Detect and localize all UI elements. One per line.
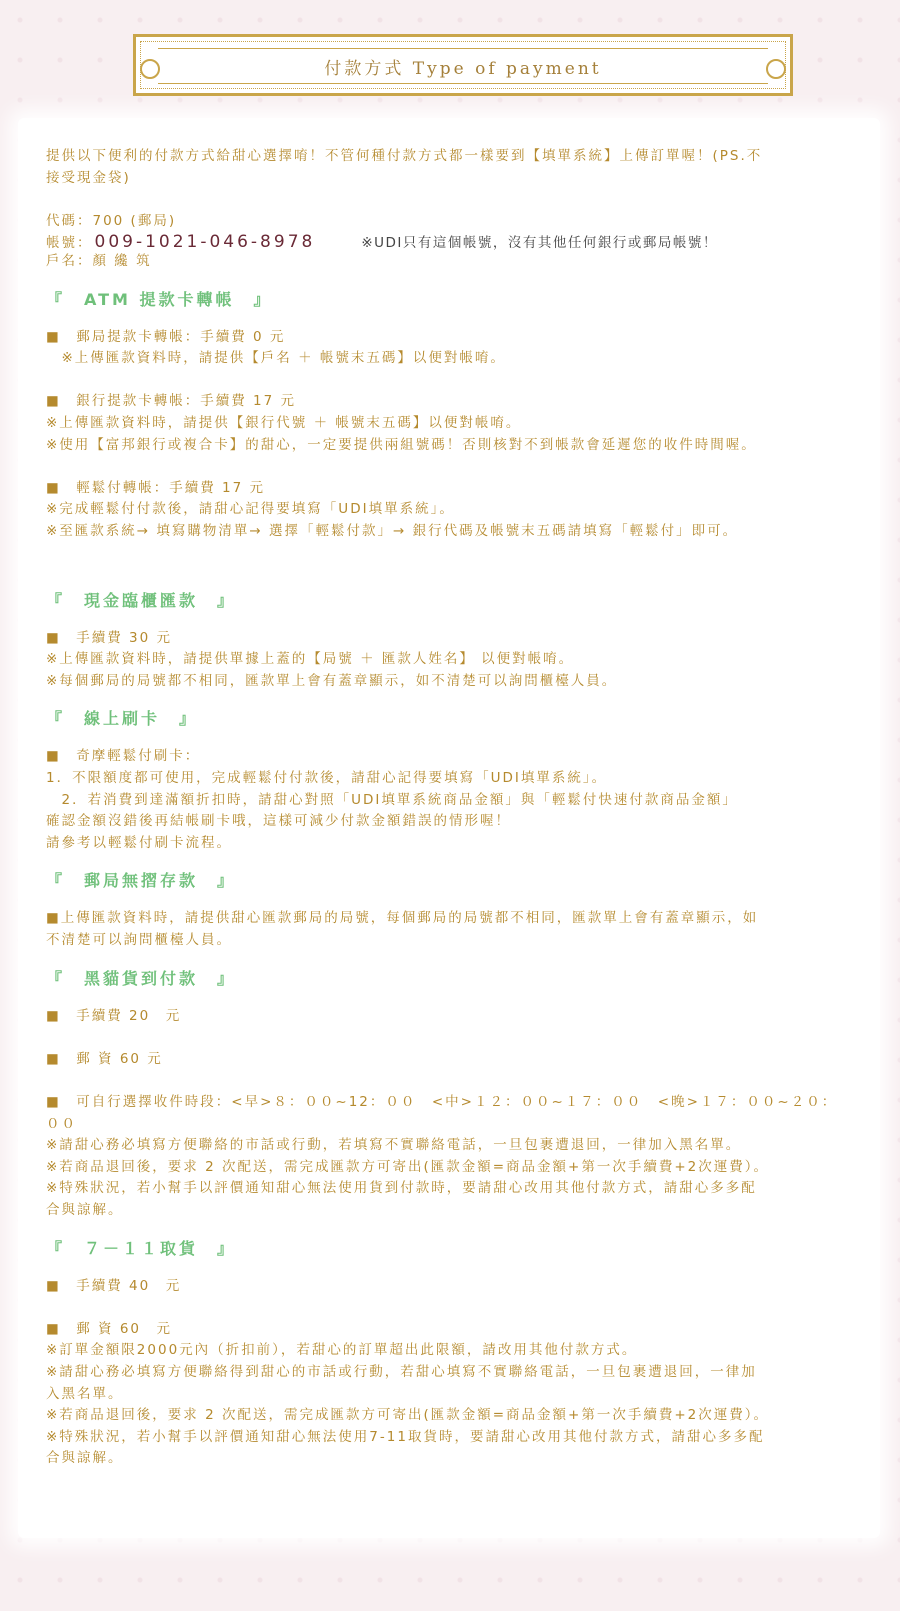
page-title: 付款方式 Type of payment xyxy=(324,58,602,79)
account-name: 戶名：顏 纔 筑 xyxy=(46,252,152,269)
ornament-right-icon xyxy=(766,59,786,79)
account-note: ※UDI只有這個帳號，沒有其他任何銀行或郵局帳號！ xyxy=(361,235,718,252)
account-number: 009-1021-046-8978 xyxy=(94,232,316,253)
atm-easy-note-2: ※至匯款系統→ 填寫購物清單→ 選擇「輕鬆付款」→ 銀行代碼及帳號末五碼請填寫「輕鬆付」即可。 xyxy=(46,522,739,539)
atm-post-fee: ■ 郵局提款卡轉帳：手續費 0 元 xyxy=(46,328,286,345)
seven-postage: ■ 郵 資 60 元 xyxy=(46,1320,173,1337)
cod-time: ■ 可自行選擇收件時段：<早>８：００~12：００ <中>１２：００~１７：００ <晚>１７：００~２０：００ xyxy=(46,1094,838,1132)
seven-note-2: ※請甜心務必填寫方便聯絡得到甜心的市話或行動，若甜心填寫不實聯絡電話，一旦包裹遭退回，一律加 xyxy=(46,1363,757,1380)
ornament-left-icon xyxy=(140,59,160,79)
nobook-line-2: 不清楚可以詢問櫃檯人員。 xyxy=(46,932,232,949)
card-line-2: 2．若消費到達滿額折扣時，請甜心對照「UDI填單系統商品金額」與「輕鬆付快速付款商品金額」 xyxy=(46,791,738,808)
header-inner xyxy=(158,48,768,84)
atm-easy-note-1: ※完成輕鬆付付款後，請甜心記得要填寫「UDI填單系統」。 xyxy=(46,501,455,518)
atm-bank-fee: ■ 銀行提款卡轉帳：手續費 17 元 xyxy=(46,393,297,410)
nobook-line-1: ■上傳匯款資料時，請提供甜心匯款郵局的局號，每個郵局的局號都不相同，匯款單上會有蓋章顯示，如 xyxy=(46,910,759,927)
seven-note-6: 合與諒解。 xyxy=(46,1450,124,1467)
bank-code: 代碼：700 (郵局) xyxy=(46,212,177,229)
intro-line-1: 提供以下便利的付款方式給甜心選擇唷！不管何種付款方式都一樣要到【填單系統】上傳訂單喔！(PS.不 xyxy=(46,148,763,164)
card-line-4: 請參考以輕鬆付刷卡流程。 xyxy=(46,834,232,851)
intro-line-2: 接受現金袋) xyxy=(46,169,131,186)
section-title-card: 『 線上刷卡 』 xyxy=(46,709,199,729)
counter-note-1: ※上傳匯款資料時，請提供單據上蓋的【局號 ＋ 匯款人姓名】 以便對帳唷。 xyxy=(46,651,575,668)
atm-bank-note-2: ※使用【富邦銀行或複合卡】的甜心，一定要提供兩組號碼！否則核對不到帳款會延遲您的收件時間喔。 xyxy=(46,436,757,453)
counter-note-2: ※每個郵局的局號都不相同，匯款單上會有蓋章顯示，如不清楚可以詢問櫃檯人員。 xyxy=(46,672,618,689)
atm-easy-fee: ■ 輕鬆付轉帳：手續費 17 元 xyxy=(46,479,266,496)
cod-note-1: ※請甜心務必填寫方便聯絡的市話或行動，若填寫不實聯絡電話，一旦包裹遭退回，一律加入黑名單。 xyxy=(46,1137,742,1154)
seven-note-3: 入黑名單。 xyxy=(46,1385,124,1402)
atm-post-note: ※上傳匯款資料時，請提供【戶名 ＋ 帳號末五碼】以便對帳唷。 xyxy=(46,350,506,367)
seven-fee: ■ 手續費 40 元 xyxy=(46,1277,182,1294)
card-head: ■ 奇摩輕鬆付刷卡： xyxy=(46,748,201,765)
card-line-1: 1．不限額度都可使用，完成輕鬆付付款後，請甜心記得要填寫「UDI填單系統」。 xyxy=(46,770,608,787)
section-title-nobook: 『 郵局無摺存款 』 xyxy=(46,871,237,891)
cod-note-3: ※特殊狀況，若小幫手以評價通知甜心無法使用貨到付款時，要請甜心改用其他付款方式，請甜心多多配 xyxy=(46,1180,757,1197)
counter-fee: ■ 手續費 30 元 xyxy=(46,629,173,646)
card-line-3: 確認金額沒錯後再結帳刷卡哦，這樣可減少付款金額錯誤的情形喔！ xyxy=(46,813,511,830)
seven-note-4: ※若商品退回後，要求 2 次配送，需完成匯款方可寄出(匯款金額=商品金額+第一次手續費+2次運費）。 xyxy=(46,1407,770,1424)
cod-fee: ■ 手續費 20 元 xyxy=(46,1007,182,1024)
header-banner xyxy=(133,34,793,96)
section-title-counter: 『 現金臨櫃匯款 』 xyxy=(46,590,237,610)
seven-note-1: ※訂單金額限2000元內（折扣前），若甜心的訂單超出此限額，請改用其他付款方式。 xyxy=(46,1342,638,1359)
section-title-cod: 『 黑貓貨到付款 』 xyxy=(46,968,237,988)
seven-note-5: ※特殊狀況，若小幫手以評價通知甜心無法使用7-11取貨時，要請甜心改用其他付款方式，請甜心多多配 xyxy=(46,1428,765,1445)
cod-postage: ■ 郵 資 60 元 xyxy=(46,1050,163,1067)
payment-content xyxy=(46,146,846,1470)
atm-bank-note-1: ※上傳匯款資料時，請提供【銀行代號 ＋ 帳號末五碼】以便對帳唷。 xyxy=(46,414,522,431)
section-title-atm: 『 ATM 提款卡轉帳 』 xyxy=(46,289,273,309)
account-number-label: 帳號： xyxy=(46,235,93,252)
cod-note-4: 合與諒解。 xyxy=(46,1201,124,1218)
section-title-seven: 『 ７－１１取貨 』 xyxy=(46,1238,237,1258)
cod-note-2: ※若商品退回後，要求 2 次配送，需完成匯款方可寄出(匯款金額=商品金額+第一次手續費+2次運費）。 xyxy=(46,1158,770,1175)
